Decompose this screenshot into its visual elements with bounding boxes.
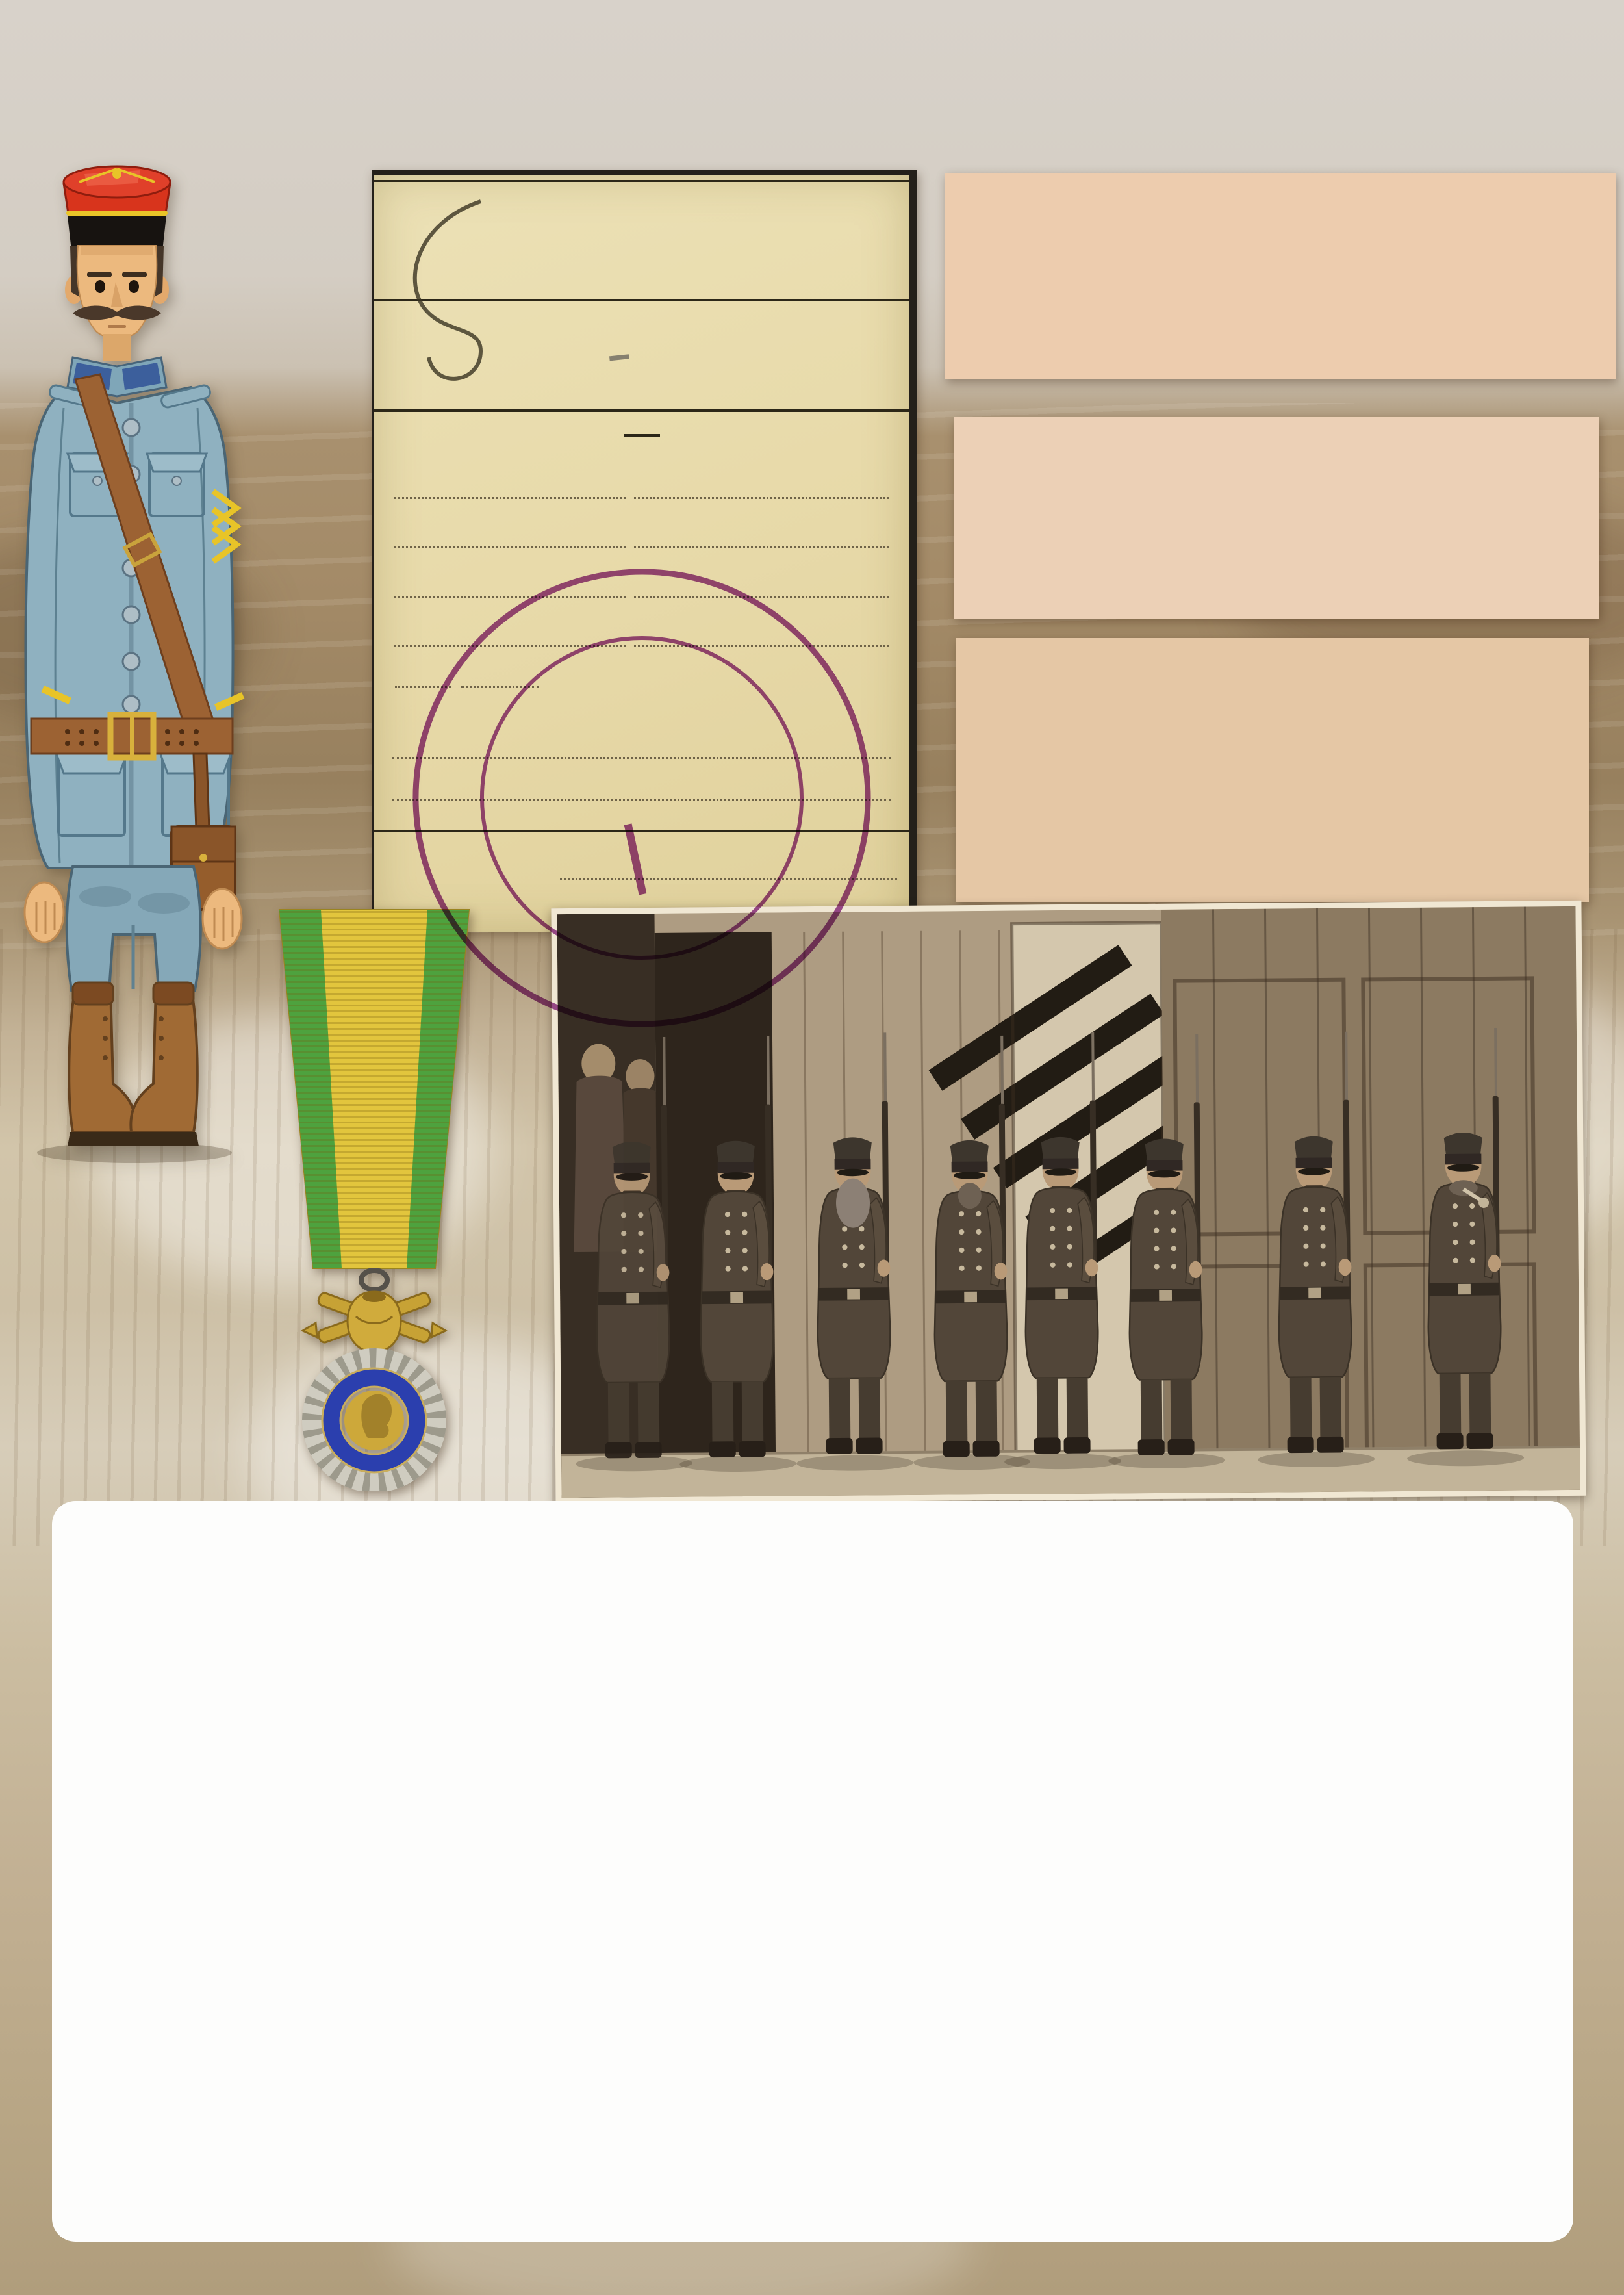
divider (624, 434, 660, 437)
taille-value (395, 686, 451, 688)
blank-line (392, 759, 891, 801)
regiment-photo (551, 901, 1586, 1504)
taille-row (374, 647, 909, 688)
classe-field (374, 301, 909, 409)
signalement-row (374, 548, 909, 598)
degre-row (553, 841, 897, 880)
marianne-profile-icon (361, 1394, 392, 1438)
clipping-medaille-militaire (945, 173, 1616, 379)
blank-line (392, 717, 891, 759)
card-rule (374, 409, 909, 412)
service-record-card (372, 170, 917, 932)
medaille-militaire-icon (265, 907, 483, 1491)
tunic (26, 384, 245, 868)
soldier-face (65, 246, 169, 339)
boots (37, 982, 232, 1163)
signalement-row (374, 450, 909, 499)
matricule-field (374, 182, 909, 299)
signalement-row (374, 499, 909, 548)
soldier-neck (103, 334, 131, 361)
medal-suspension-ring (361, 1270, 387, 1290)
blank-line (560, 854, 897, 880)
biography-panel (52, 1501, 1573, 2242)
medal-ribbon (279, 910, 469, 1268)
signalement-row (374, 598, 909, 647)
breeches (67, 867, 201, 990)
clipping-prisonniers-de-guerre (956, 638, 1589, 902)
blank-line (461, 660, 539, 688)
clipping-prefet-seine (954, 417, 1599, 619)
